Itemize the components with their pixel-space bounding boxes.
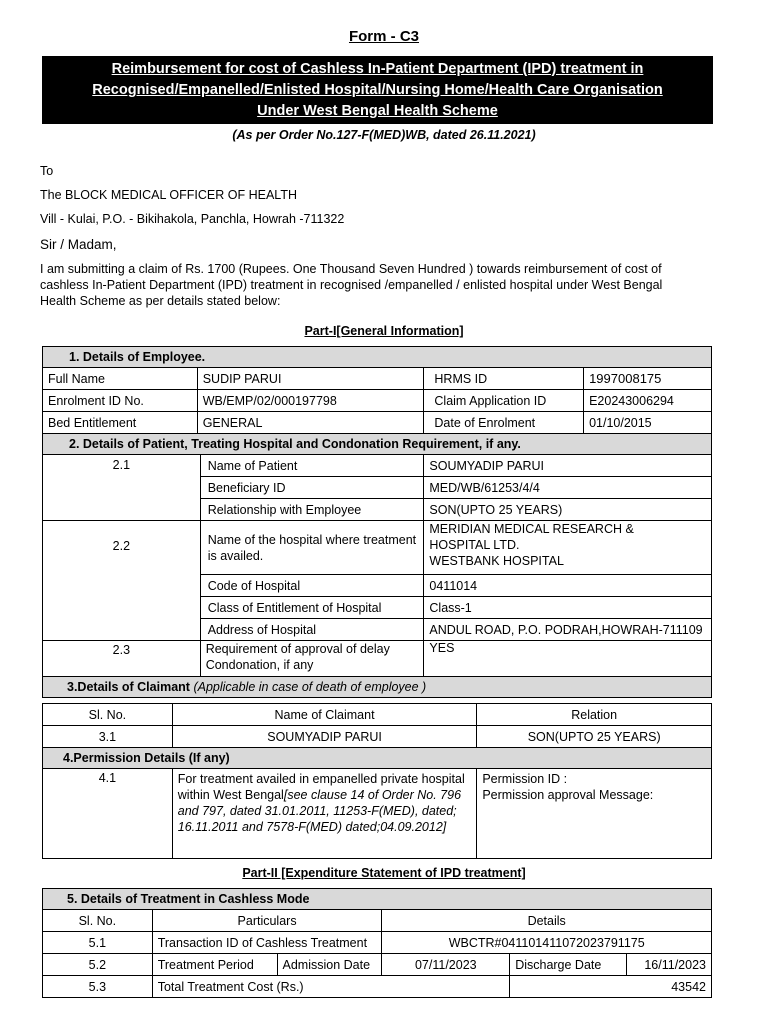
row-5-1-number: 5.1 <box>43 932 153 954</box>
part2-heading: Part-II [Expenditure Statement of IPD treatment] <box>242 866 526 880</box>
hospital-code-value: 0411014 <box>424 575 712 597</box>
hospital-name-label: Name of the hospital where treatment is availed. <box>200 521 424 575</box>
beneficiary-id-label: Beneficiary ID <box>200 477 424 499</box>
beneficiary-id-value: MED/WB/61253/4/4 <box>424 477 712 499</box>
hospital-class-value: Class-1 <box>424 597 712 619</box>
discharge-date-value: 16/11/2023 <box>627 954 712 976</box>
expenditure-table <box>42 888 712 998</box>
enrolment-id-label: Enrolment ID No. <box>43 390 198 412</box>
permission-message-label: Permission approval Message: <box>482 788 654 802</box>
claimant-table <box>42 703 712 859</box>
section-5-title: 5. Details of Treatment in Cashless Mode <box>43 889 712 910</box>
section-3-title-text: 3.Details of Claimant <box>67 680 190 694</box>
permission-desc-italic: [see clause 14 of Order No. 796 and 797, dated 31.01.2011, 11253-F(MED), dated; 16.11.2011 and 7578-F(MED) dated;04.09.2012] <box>177 788 462 834</box>
section-3-title <box>43 677 712 698</box>
permission-row-sl: 4.1 <box>43 769 173 859</box>
full-name-label: Full Name <box>43 368 198 390</box>
patient-name-value: SOUMYADIP PARUI <box>424 455 712 477</box>
total-cost-label: Total Treatment Cost (Rs.) <box>152 976 509 998</box>
hospital-address-value: ANDUL ROAD, P.O. PODRAH,HOWRAH-711109 <box>424 619 712 641</box>
part1-heading: Part-I[General Information] <box>304 324 464 338</box>
enrolment-id-value: WB/EMP/02/000197798 <box>197 390 424 412</box>
treatment-period-label: Treatment Period <box>152 954 277 976</box>
hospital-name-line-3: WESTBANK HOSPITAL <box>429 554 564 568</box>
claimant-col-sl: Sl. No. <box>43 704 173 726</box>
relationship-label: Relationship with Employee <box>200 499 424 521</box>
permission-desc-plain: For treatment availed in empanelled private hospital within West Bengal <box>177 772 465 802</box>
row-2-3-number: 2.3 <box>43 641 201 677</box>
permission-id-label: Permission ID : <box>482 772 568 786</box>
delay-condonation-value: YES <box>424 641 712 677</box>
hrms-id-label: HRMS ID <box>424 368 584 390</box>
transaction-id-value: WBCTR#041101411072023791175 <box>382 932 712 954</box>
hospital-name-line-1: MERIDIAN MEDICAL RESEARCH & <box>429 522 634 536</box>
claim-id-label: Claim Application ID <box>424 390 584 412</box>
treatment-col-sl: Sl. No. <box>43 910 153 932</box>
bed-entitlement-label: Bed Entitlement <box>43 412 198 434</box>
hrms-id-value: 1997008175 <box>584 368 712 390</box>
letter-addressee: The BLOCK MEDICAL OFFICER OF HEALTH <box>40 188 297 202</box>
letter-body: I am submitting a claim of Rs. 1700 (Rupees. One Thousand Seven Hundred ) towards reimbursement of cost of cashless In-Patient Department (IPD) treatment in recognised /empanelled / enlisted hospital under West Bengal Health Scheme as per details stated below: <box>40 262 663 308</box>
claim-id-value: E20243006294 <box>584 390 712 412</box>
patient-name-label: Name of Patient <box>200 455 424 477</box>
transaction-id-label: Transaction ID of Cashless Treatment <box>152 932 382 954</box>
treatment-col-particulars: Particulars <box>152 910 382 932</box>
bed-entitlement-value: GENERAL <box>197 412 424 434</box>
claimant-col-relation: Relation <box>477 704 712 726</box>
relationship-value: SON(UPTO 25 YEARS) <box>424 499 712 521</box>
letter-to: To <box>40 164 54 178</box>
banner-line-1: Reimbursement for cost of Cashless In-Patient Department (IPD) treatment in <box>111 61 644 77</box>
row-5-3-number: 5.3 <box>43 976 153 998</box>
delay-condonation-label: Requirement of approval of delay Condonation, if any <box>200 641 424 677</box>
treatment-col-details: Details <box>382 910 712 932</box>
discharge-date-label: Discharge Date <box>510 954 627 976</box>
claimant-row-sl: 3.1 <box>43 726 173 748</box>
total-cost-value: 43542 <box>510 976 712 998</box>
general-info-table <box>42 346 712 698</box>
letter-salutation: Sir / Madam, <box>40 237 117 252</box>
section-3-title-note: (Applicable in case of death of employee ) <box>193 680 427 694</box>
row-2-1-number: 2.1 <box>43 455 201 521</box>
hospital-code-label: Code of Hospital <box>200 575 424 597</box>
admission-date-value: 07/11/2023 <box>382 954 510 976</box>
letter-address: Vill - Kulai, P.O. - Bikihakola, Panchla, Howrah -711322 <box>40 212 345 226</box>
claimant-row-relation: SON(UPTO 25 YEARS) <box>477 726 712 748</box>
row-2-2-number: 2.2 <box>43 521 201 641</box>
section-2-title: 2. Details of Patient, Treating Hospital and Condonation Requirement, if any. <box>43 434 712 455</box>
full-name-value: SUDIP PARUI <box>197 368 424 390</box>
banner-line-2: Recognised/Empanelled/Enlisted Hospital/Nursing Home/Health Care Organisation <box>92 82 663 98</box>
order-reference: (As per Order No.127-F(MED)WB, dated 26.11.2021) <box>232 128 536 142</box>
permission-description <box>172 769 477 859</box>
hospital-name-line-2: HOSPITAL LTD. <box>429 538 520 552</box>
claimant-col-name: Name of Claimant <box>172 704 477 726</box>
admission-date-label: Admission Date <box>277 954 382 976</box>
enrolment-date-label: Date of Enrolment <box>424 412 584 434</box>
enrolment-date-value: 01/10/2015 <box>584 412 712 434</box>
form-banner <box>42 56 713 124</box>
hospital-name-value <box>424 521 712 575</box>
banner-line-3: Under West Bengal Health Scheme <box>257 103 498 119</box>
form-title: Form - C3 <box>348 28 419 45</box>
permission-details <box>477 769 712 859</box>
section-4-title: 4.Permission Details (If any) <box>43 748 712 769</box>
hospital-class-label: Class of Entitlement of Hospital <box>200 597 424 619</box>
row-5-2-number: 5.2 <box>43 954 153 976</box>
claimant-row-name: SOUMYADIP PARUI <box>172 726 477 748</box>
hospital-address-label: Address of Hospital <box>200 619 424 641</box>
section-1-title: 1. Details of Employee. <box>43 347 712 368</box>
